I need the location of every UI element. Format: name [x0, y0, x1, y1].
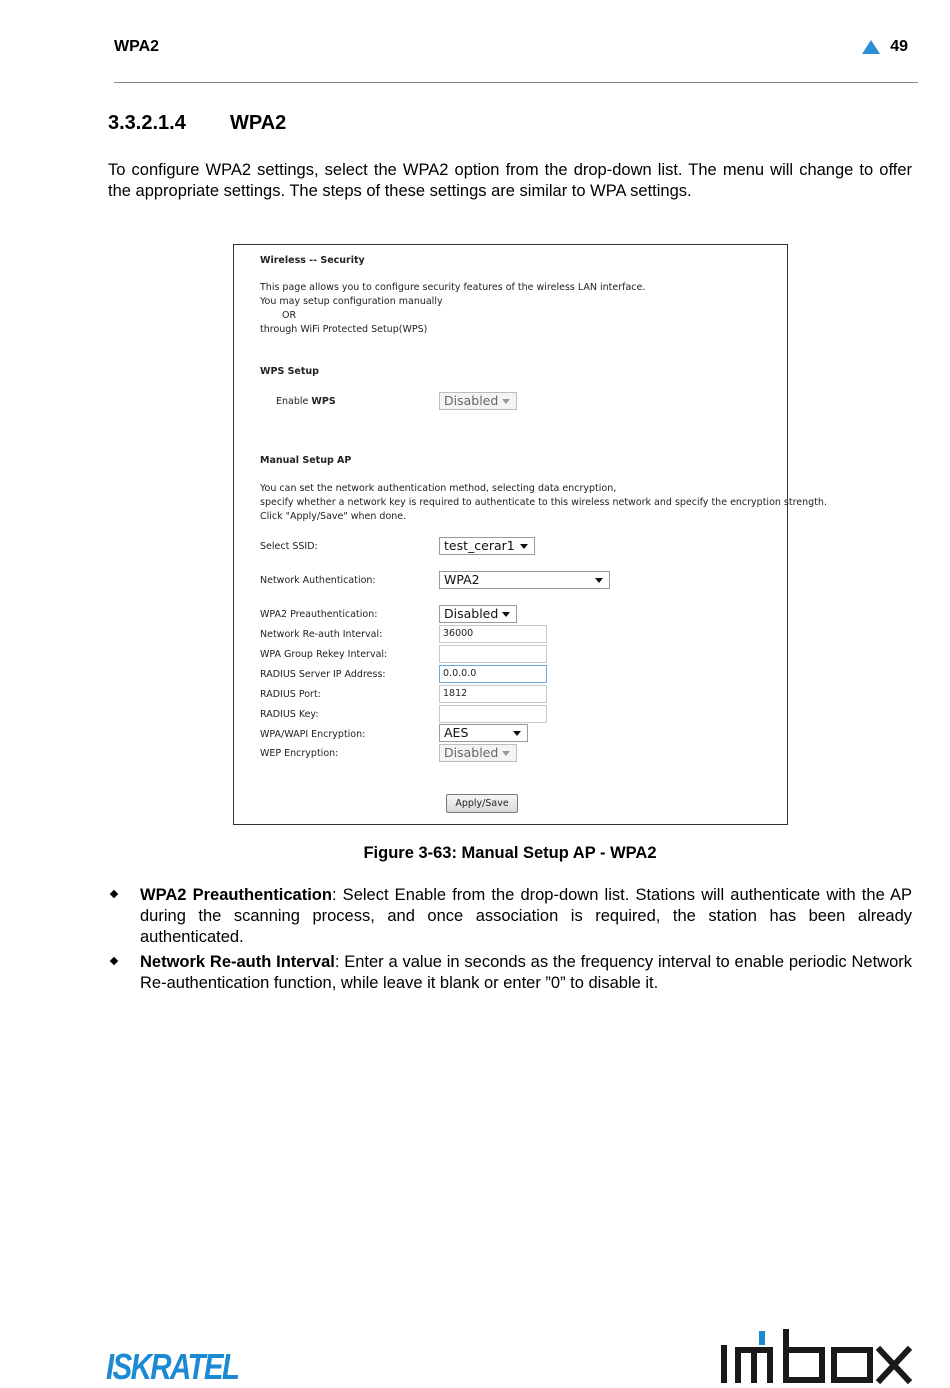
shot-desc-1: This page allows you to configure security features of the wireless LAN interface.: [260, 282, 646, 293]
manual-desc-2: specify whether a network key is required to authenticate to this wireless network and specify the encryption strength.: [260, 497, 827, 508]
shot-desc-or: OR: [282, 310, 297, 321]
radius-port-input[interactable]: 1812: [439, 685, 547, 703]
bullet-term: WPA2 Preauthentication: [140, 886, 332, 904]
wep-label: WEP Encryption:: [260, 748, 339, 759]
chevron-down-icon: [513, 731, 521, 736]
chevron-down-icon: [502, 399, 510, 404]
wpa-enc-select[interactable]: AES: [439, 724, 528, 742]
section-heading: [108, 112, 286, 135]
chevron-down-icon: [502, 751, 510, 756]
manual-heading: Manual Setup AP: [260, 455, 352, 466]
radius-port-label: RADIUS Port:: [260, 689, 321, 700]
bullet-text: : Select Enable from the drop-down list. Stations will authenticate with the AP during the scanning process, and once association is required, the station has been already authenticated.: [140, 886, 912, 946]
wps-heading: WPS Setup: [260, 366, 319, 377]
ssid-label: Select SSID:: [260, 541, 318, 552]
rekey-input[interactable]: [439, 645, 547, 663]
bullet-term: Network Re-auth Interval: [140, 953, 335, 971]
page-number: 49: [890, 38, 908, 55]
wpa-enc-label: WPA/WAPI Encryption:: [260, 729, 366, 740]
header-page: [862, 38, 908, 56]
enable-wps-select[interactable]: Disabled: [439, 392, 517, 410]
header-divider: [114, 82, 918, 83]
reauth-label: Network Re-auth Interval:: [260, 629, 383, 640]
bullet-item: [140, 952, 912, 994]
preauth-select[interactable]: Disabled: [439, 605, 517, 623]
triangle-up-icon: [862, 40, 880, 54]
enable-wps-label: Enable WPS: [276, 396, 336, 407]
preauth-label: WPA2 Preauthentication:: [260, 609, 378, 620]
auth-label: Network Authentication:: [260, 575, 376, 586]
chevron-down-icon: [520, 544, 528, 549]
ssid-select[interactable]: test_cerar1: [439, 537, 535, 555]
section-number: 3.3.2.1.4: [108, 112, 186, 134]
chevron-down-icon: [502, 612, 510, 617]
shot-desc-3: through WiFi Protected Setup(WPS): [260, 324, 428, 335]
manual-desc-1: You can set the network authentication method, selecting data encryption,: [260, 483, 617, 494]
apply-save-button[interactable]: Apply/Save: [446, 794, 518, 813]
shot-title: Wireless -- Security: [260, 255, 365, 266]
rekey-label: WPA Group Rekey Interval:: [260, 649, 388, 660]
wep-select[interactable]: Disabled: [439, 744, 517, 762]
manual-desc-3: Click "Apply/Save" when done.: [260, 511, 407, 522]
section-title: WPA2: [230, 112, 287, 134]
reauth-input[interactable]: 36000: [439, 625, 547, 643]
imbox-logo: [718, 1326, 914, 1384]
radius-key-input[interactable]: [439, 705, 547, 723]
router-screenshot: [233, 244, 827, 825]
bullet-diamond-icon: [110, 957, 118, 965]
radius-ip-input[interactable]: 0.0.0.0: [439, 665, 547, 683]
bullet-diamond-icon: [110, 890, 118, 898]
bullet-item: [140, 885, 912, 948]
radius-key-label: RADIUS Key:: [260, 709, 319, 720]
bullet-text: : Enter a value in seconds as the frequency interval to enable periodic Network Re-authentication function, while leave it blank or enter ”0” to disable it.: [140, 953, 912, 992]
shot-desc-2: You may setup configuration manually: [260, 296, 443, 307]
figure-caption: Figure 3-63: Manual Setup AP - WPA2: [363, 844, 657, 862]
chevron-down-icon: [595, 578, 603, 583]
auth-select[interactable]: WPA2: [439, 571, 610, 589]
iskratel-logo: ISKRATEL: [106, 1346, 239, 1387]
intro-paragraph: To configure WPA2 settings, select the WPA2 option from the drop-down list. The menu will change to offer the appropriate settings. The steps of these settings are similar to WPA settings.: [108, 161, 912, 200]
radius-ip-label: RADIUS Server IP Address:: [260, 669, 386, 680]
header-title: WPA2: [114, 38, 160, 55]
